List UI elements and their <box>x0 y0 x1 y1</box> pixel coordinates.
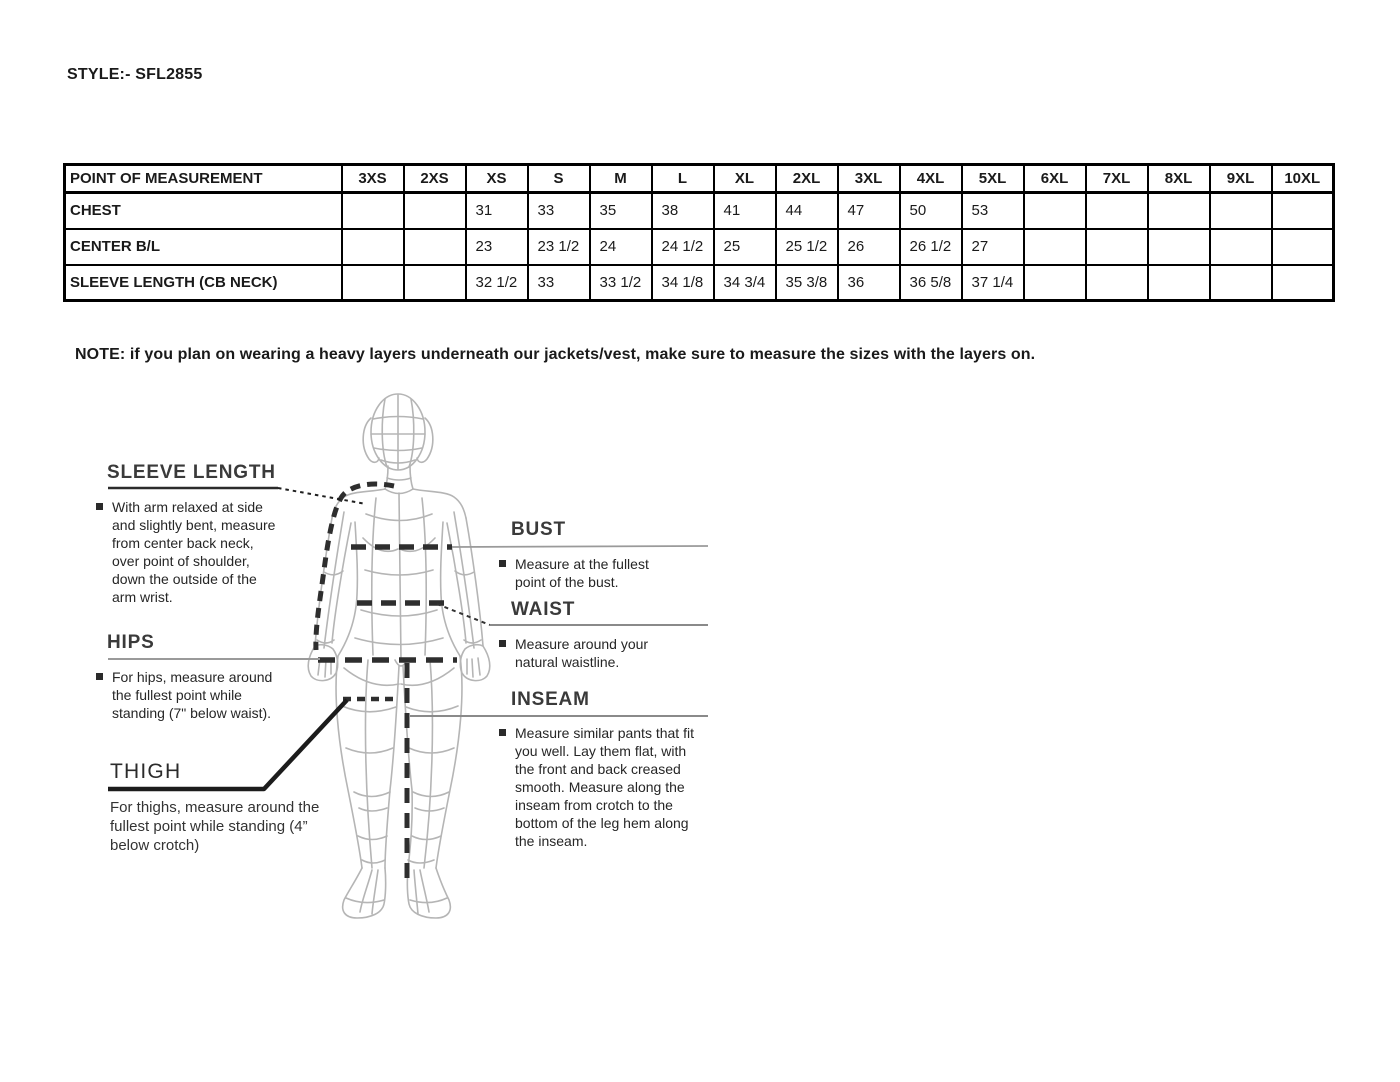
size-chart <box>63 163 1335 302</box>
size-chart-cell <box>1148 193 1210 229</box>
size-chart-cell: 32 1/2 <box>466 265 528 301</box>
inseam-description: Measure similar pants that fit you well. Lay them flat, with the front and back creased smooth. Measure along the inseam from crotch to the bottom of the leg hem along the inseam. <box>499 724 697 850</box>
measurement-row-label: CHEST <box>65 193 342 229</box>
size-chart-cell <box>1086 193 1148 229</box>
size-chart-cell <box>1148 265 1210 301</box>
size-chart-cell <box>1272 193 1334 229</box>
size-chart-cell: 44 <box>776 193 838 229</box>
size-chart-cell: 37 1/4 <box>962 265 1024 301</box>
size-chart-cell: 26 1/2 <box>900 229 962 265</box>
size-chart-cell: 35 <box>590 193 652 229</box>
size-column-header: S <box>528 165 590 193</box>
measurement-lines <box>316 484 457 878</box>
size-chart-cell: 33 <box>528 193 590 229</box>
sleeve-length-title: SLEEVE LENGTH <box>107 462 276 483</box>
bullet-icon <box>499 729 506 736</box>
size-column-header: 4XL <box>900 165 962 193</box>
hips-title: HIPS <box>107 632 155 653</box>
size-chart-cell <box>1024 193 1086 229</box>
bullet-icon <box>96 503 103 510</box>
size-chart-cell: 36 <box>838 265 900 301</box>
size-chart-cell: 50 <box>900 193 962 229</box>
size-column-header: 2XL <box>776 165 838 193</box>
size-chart-cell: 26 <box>838 229 900 265</box>
size-chart-cell <box>1024 265 1086 301</box>
sleeve-leader <box>278 488 366 504</box>
size-chart-cell <box>404 265 466 301</box>
size-chart-cell: 33 <box>528 265 590 301</box>
size-chart-cell <box>1024 229 1086 265</box>
waist-title: WAIST <box>511 599 576 620</box>
style-number-label: STYLE:- SFL2855 <box>67 66 203 83</box>
waist-description: Measure around your natural waistline. <box>499 635 669 671</box>
size-column-header: XL <box>714 165 776 193</box>
size-chart-row <box>65 265 1334 301</box>
size-chart-cell: 35 3/8 <box>776 265 838 301</box>
size-chart-cell: 24 1/2 <box>652 229 714 265</box>
sleeve-measure-line <box>316 484 394 650</box>
bullet-icon <box>499 560 506 567</box>
size-chart-cell: 23 1/2 <box>528 229 590 265</box>
size-chart-cell: 36 5/8 <box>900 265 962 301</box>
bust-leader <box>452 546 708 547</box>
size-chart-row <box>65 193 1334 229</box>
size-column-header: L <box>652 165 714 193</box>
size-chart-cell <box>404 193 466 229</box>
size-chart-cell: 41 <box>714 193 776 229</box>
size-chart-row <box>65 229 1334 265</box>
bullet-icon <box>499 640 506 647</box>
size-chart-cell <box>342 265 404 301</box>
size-chart-cell: 47 <box>838 193 900 229</box>
size-column-header: 10XL <box>1272 165 1334 193</box>
size-chart-cell: 34 3/4 <box>714 265 776 301</box>
size-column-header: 3XL <box>838 165 900 193</box>
size-chart-cell <box>404 229 466 265</box>
inseam-title: INSEAM <box>511 689 590 710</box>
size-chart-cell: 25 <box>714 229 776 265</box>
size-chart-cell: 24 <box>590 229 652 265</box>
thigh-title: THIGH <box>110 760 182 783</box>
mannequin-wireframe <box>308 394 490 918</box>
bust-title: BUST <box>511 519 566 540</box>
bust-description: Measure at the fullest point of the bust. <box>499 555 679 591</box>
size-column-header: 8XL <box>1148 165 1210 193</box>
measurement-row-label: CENTER B/L <box>65 229 342 265</box>
size-chart-cell <box>1272 265 1334 301</box>
size-chart-cell <box>342 229 404 265</box>
size-chart-header-row <box>65 165 1334 193</box>
size-chart-cell <box>1086 265 1148 301</box>
size-column-header: XS <box>466 165 528 193</box>
size-column-header: M <box>590 165 652 193</box>
size-column-header: 2XS <box>404 165 466 193</box>
size-chart-cell <box>1086 229 1148 265</box>
size-column-header: 9XL <box>1210 165 1272 193</box>
size-chart-cell: 23 <box>466 229 528 265</box>
size-chart-cell <box>1148 229 1210 265</box>
size-chart-cell <box>342 193 404 229</box>
size-chart-cell <box>1210 229 1272 265</box>
hips-description: For hips, measure around the fullest point while standing (7" below waist). <box>96 668 288 722</box>
note-text: NOTE: if you plan on wearing a heavy layers underneath our jackets/vest, make sure to measure the sizes with the layers on. <box>75 346 1036 363</box>
size-chart-cell <box>1210 193 1272 229</box>
size-chart-cell: 31 <box>466 193 528 229</box>
size-chart-cell <box>1210 265 1272 301</box>
bullet-icon <box>96 673 103 680</box>
size-chart-cell: 34 1/8 <box>652 265 714 301</box>
sleeve-length-description: With arm relaxed at side and slightly bent, measure from center back neck, over point of shoulder, down the outside of the arm wrist. <box>96 498 278 606</box>
size-chart-cell: 27 <box>962 229 1024 265</box>
size-chart-cell: 53 <box>962 193 1024 229</box>
point-of-measurement-header: POINT OF MEASUREMENT <box>65 165 342 193</box>
size-column-header: 3XS <box>342 165 404 193</box>
size-chart-cell: 38 <box>652 193 714 229</box>
size-column-header: 5XL <box>962 165 1024 193</box>
size-chart-cell: 33 1/2 <box>590 265 652 301</box>
size-column-header: 6XL <box>1024 165 1086 193</box>
size-chart-cell: 25 1/2 <box>776 229 838 265</box>
waist-leader <box>437 604 490 625</box>
size-column-header: 7XL <box>1086 165 1148 193</box>
measurement-row-label: SLEEVE LENGTH (CB NECK) <box>65 265 342 301</box>
thigh-description: For thighs, measure around the fullest point while standing (4” below crotch) <box>110 799 320 854</box>
size-chart-cell <box>1272 229 1334 265</box>
